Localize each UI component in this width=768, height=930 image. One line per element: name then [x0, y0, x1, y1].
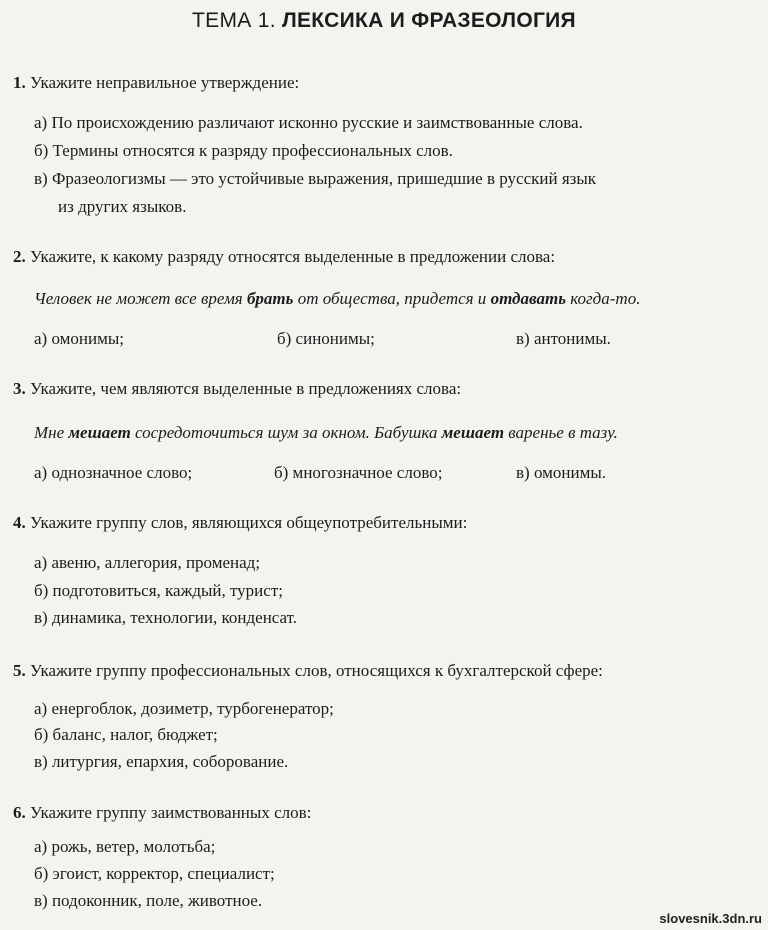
q2-option-b: б) синонимы;	[277, 329, 375, 348]
question-1	[13, 70, 299, 96]
example-text: от общества, придется и	[293, 289, 491, 308]
q2-option-c: в) антонимы.	[516, 329, 611, 348]
question-4	[13, 510, 467, 536]
watermark-url: slovesnik.3dn.ru	[659, 911, 762, 926]
highlighted-word: мешает	[68, 423, 131, 442]
q2-example-sentence	[34, 286, 640, 312]
q3-example-sentence	[34, 420, 618, 446]
question-text: Укажите, к какому разряду относятся выделенные в предложении слова:	[30, 247, 556, 266]
q6-option-c: в) подоконник, поле, животное.	[34, 891, 263, 910]
q4-option-b: б) подготовиться, каждый, турист;	[34, 581, 283, 600]
q1-option-c-continued: из других языков.	[58, 197, 187, 216]
question-number: 3.	[13, 379, 26, 398]
q3-option-c: в) омонимы.	[516, 463, 606, 482]
question-text: Укажите группу профессиональных слов, относящихся к бухгалтерской сфере:	[30, 661, 603, 680]
page-title	[0, 6, 768, 36]
question-3	[13, 376, 461, 402]
title-main: ЛЕКСИКА И ФРАЗЕОЛОГИЯ	[281, 9, 576, 32]
highlighted-word: брать	[246, 289, 294, 308]
question-number: 5.	[13, 661, 26, 680]
q1-option-a: а) По происхождению различают исконно русские и заимствованные слова.	[34, 113, 583, 132]
q3-option-b: б) многозначное слово;	[274, 463, 443, 482]
question-number: 1.	[13, 73, 26, 92]
q3-option-a: а) однозначное слово;	[34, 463, 193, 482]
q1-option-c: в) Фразеологизмы — это устойчивые выражения, пришедшие в русский язык	[34, 169, 597, 188]
q2-options	[34, 326, 754, 352]
q5-option-c: в) литургия, епархия, соборование.	[34, 752, 289, 771]
q5-option-b: б) баланс, налог, бюджет;	[34, 725, 218, 744]
q1-option-b: б) Термины относятся к разряду профессиональных слов.	[34, 141, 453, 160]
highlighted-word: отдавать	[490, 289, 566, 308]
q4-option-a: а) авеню, аллегория, променад;	[34, 553, 261, 572]
example-text: Человек не может все время	[34, 289, 247, 308]
q3-options	[34, 460, 754, 486]
example-text: Мне	[34, 423, 69, 442]
example-text: когда-то.	[565, 289, 641, 308]
q4-option-c: в) динамика, технологии, конденсат.	[34, 608, 298, 627]
example-text: варенье в тазу.	[504, 423, 618, 442]
q6-option-a: а) рожь, ветер, молотьба;	[34, 837, 216, 856]
question-text: Укажите, чем являются выделенные в предложениях слова:	[30, 379, 462, 398]
example-text: сосредоточиться шум за окном. Бабушка	[130, 423, 442, 442]
question-text: Укажите группу заимствованных слов:	[30, 803, 312, 822]
q2-option-a: а) омонимы;	[34, 329, 124, 348]
q5-option-a: а) енергоблок, дозиметр, турбогенератор;	[34, 699, 334, 718]
highlighted-word: мешает	[441, 423, 505, 442]
question-text: Укажите неправильное утверждение:	[30, 73, 300, 92]
question-6	[13, 800, 311, 826]
title-prefix: ТЕМА 1.	[192, 9, 282, 32]
question-text: Укажите группу слов, являющихся общеупотребительными:	[30, 513, 468, 532]
question-2	[13, 244, 555, 270]
question-number: 6.	[13, 803, 26, 822]
question-number: 4.	[13, 513, 26, 532]
q6-option-b: б) эгоист, корректор, специалист;	[34, 864, 275, 883]
question-number: 2.	[13, 247, 26, 266]
question-5	[13, 658, 603, 684]
